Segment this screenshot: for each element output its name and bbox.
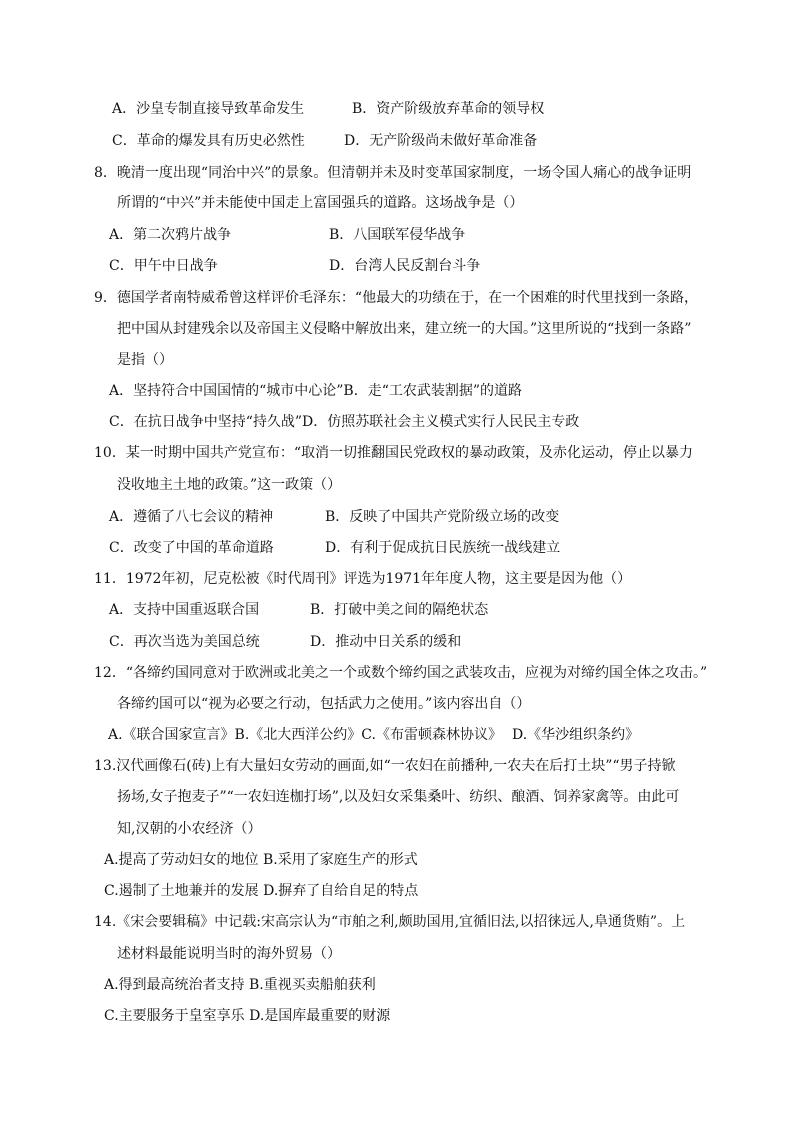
q10-stem-line2: 没收地主土地的政策。”这一政策（） xyxy=(117,477,342,493)
q9-option-ab: A．坚持符合中国国情的“城市中心论”B．走“工农武装割据”的道路 xyxy=(109,383,523,399)
q8-stem-line1: 8．晚清一度出现“同治中兴”的景象。但清朝并未及时变革国家制度，一场令国人痛心的战争证明 xyxy=(94,165,692,181)
q7-option-b: B．资产阶级放弃革命的领导权 xyxy=(352,101,545,117)
q10-option-d: D．有利于促成抗日民族统一战线建立 xyxy=(325,540,561,556)
q8-option-d: D．台湾人民反割台斗争 xyxy=(329,258,481,274)
q10-option-b: B．反映了中国共产党阶级立场的改变 xyxy=(325,509,560,525)
q7-option-d: D．无产阶级尚未做好革命准备 xyxy=(344,133,538,149)
q14-option-cd: C.主要服务于皇室享乐 D.是国库最重要的财源 xyxy=(104,1008,391,1024)
q12-stem-line2: 各缔约国可以“视为必要之行动，包括武力之使用。”该内容出自（） xyxy=(117,696,531,712)
q9-stem-line1: 9．德国学者南特威希曾这样评价毛泽东：“他最大的功绩在于，在一个困难的时代里找到一条路， xyxy=(94,290,699,306)
q11-option-c: C．再次当选为美国总统 xyxy=(109,634,260,650)
q9-stem-line2: 把中国从封建残余以及帝国主义侵略中解放出来，建立统一的大国。”这里所说的“找到一条路” xyxy=(117,321,692,337)
q10-option-a: A．遵循了八七会议的精神 xyxy=(109,509,274,525)
q13-option-cd: C.遏制了土地兼并的发展 D.摒弃了自给自足的特点 xyxy=(104,883,419,899)
q8-stem-line2: 所谓的“中兴”并未能使中国走上富国强兵的道路。这场战争是（） xyxy=(117,195,524,211)
q8-option-a: A．第二次鸦片战争 xyxy=(109,227,232,243)
q11-stem-line1: 11．1972年初，尼克松被《时代周刊》评选为1971年年度人物，这主要是因为他（） xyxy=(94,571,632,587)
q13-stem-line2: 扬场,女子抱麦子”“一农妇连枷打场”,以及妇女采集桑叶、纺织、酿酒、饲养家禽等。由此可 xyxy=(117,789,680,805)
q14-stem-line1: 14.《宋会要辑稿》中记载:宋高宗认为“市舶之利,颇助国用,宜循旧法,以招徕远人,阜通货贿”。上 xyxy=(94,914,686,930)
q13-stem-line3: 知,汉朝的小农经济（） xyxy=(117,821,262,837)
q7-option-c: C．革命的爆发具有历史必然性 xyxy=(112,133,305,149)
q14-stem-line2: 述材料最能说明当时的海外贸易（） xyxy=(117,946,341,962)
q8-option-b: B．八国联军侵华战争 xyxy=(329,227,466,243)
q12-option-abc: A.《联合国家宣言》B.《北大西洋公约》C.《布雷顿森林协议》 xyxy=(108,727,502,743)
q12-option-d: D.《华沙组织条约》 xyxy=(512,727,640,743)
q10-option-c: C．改变了中国的革命道路 xyxy=(109,540,274,556)
q10-stem-line1: 10．某一时期中国共产党宣布：“取消一切推翻国民党政权的暴动政策，及赤化运动，停止以暴力 xyxy=(94,445,693,461)
q11-option-b: B．打破中美之间的隔绝状态 xyxy=(310,602,489,618)
q13-option-ab: A.提高了劳动妇女的地位 B.采用了家庭生产的形式 xyxy=(104,852,418,868)
q13-stem-line1: 13.汉代画像石(砖)上有大量妇女劳动的画面,如“一农妇在前播种,一农夫在后打土块”“男子持锨 xyxy=(94,758,676,774)
q11-option-a: A．支持中国重返联合国 xyxy=(109,602,260,618)
q14-option-ab: A.得到最高统治者支持 B.重视买卖船舶获利 xyxy=(104,977,376,993)
q9-option-cd: C．在抗日战争中坚持“持久战”D．仿照苏联社会主义模式实行人民民主专政 xyxy=(109,414,580,430)
q9-stem-line3: 是指（） xyxy=(117,352,173,368)
q11-option-d: D．推动中日关系的缓和 xyxy=(310,634,462,650)
q7-option-a: A．沙皇专制直接导致革命发生 xyxy=(112,101,305,117)
q8-option-c: C．甲午中日战争 xyxy=(109,258,218,274)
q12-stem-line1: 12．“各缔约国同意对于欧洲或北美之一个或数个缔约国之武装攻击，应视为对缔约国全体之攻击。” xyxy=(94,665,708,681)
